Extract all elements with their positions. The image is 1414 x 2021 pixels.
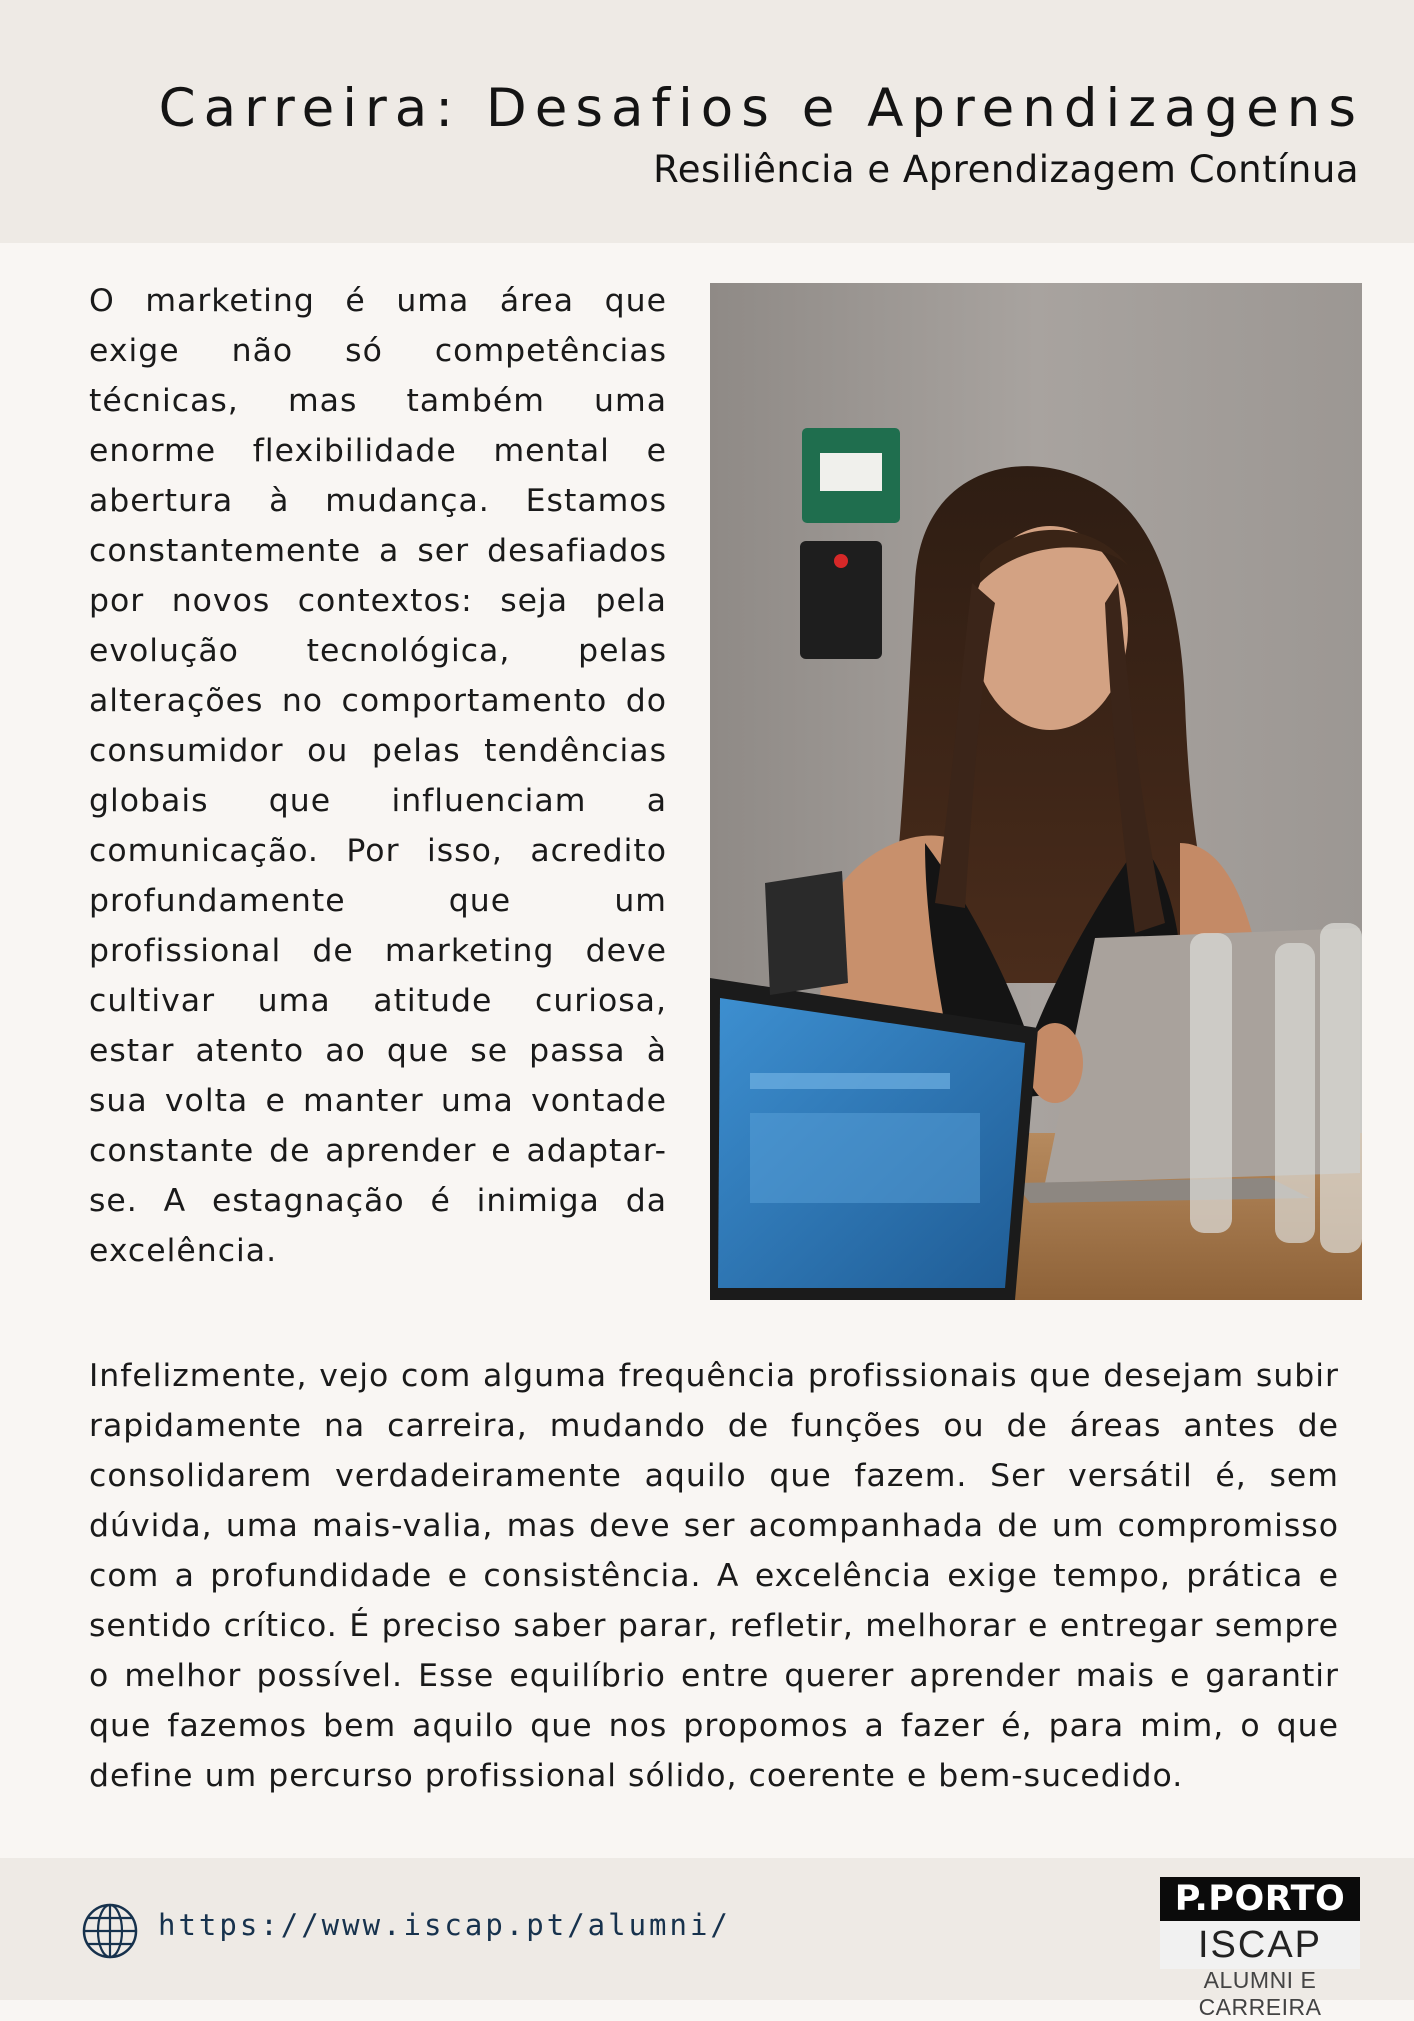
- page-title: Carreira: Desafios e Aprendizagens: [158, 78, 1364, 139]
- body-paragraph-2: Infelizmente, vejo com alguma frequência profissionais que desejam subir rapidamente na carreira, mudando de funções ou de áreas antes de consolidarem verdadeiramente aquilo que fazem. Ser versátil é, sem dúvida, uma mais-valia, mas deve ser acompanhada de um compromisso com a profundidade e consistência. A excelência exige tempo, prática e sentido crítico. É preciso saber parar, refletir, melhorar e entregar sempre o melhor possível. Esse equilíbrio entre querer aprender mais e garantir que fazemos bem aquilo que nos propomos a fazer é, para mim, o que define um percurso profissional sólido, coerente e bem-sucedido.: [89, 1358, 1339, 1794]
- pporto-logo: P.PORTO: [1160, 1877, 1360, 1921]
- alumni-carreira-label: ALUMNI E CARREIRA: [1198, 1967, 1322, 2020]
- iscap-logo: ISCAP: [1160, 1921, 1360, 1969]
- globe-icon: [81, 1902, 139, 1960]
- body-paragraph-1: O marketing é uma área que exige não só competências técnicas, mas também uma enorme flexibilidade mental e abertura à mudança. Estamos constantemente a ser desafiados por novos contextos: seja pela evolução tecnológica, pelas alterações no comportamento do consumidor ou pelas tendências globais que influenciam a comunicação. Por isso, acredito profundamente que um profissional de marketing deve cultivar uma atitude curiosa, estar atento ao que se passa à sua volta e manter uma vontade constante de aprender e adaptar-se. A estagnação é inimiga da excelência.: [89, 283, 667, 1269]
- portrait-photo: [710, 283, 1362, 1300]
- header-band: [0, 0, 1414, 243]
- page-subtitle: Resiliência e Aprendizagem Contínua: [653, 148, 1359, 191]
- alumni-link[interactable]: https://www.iscap.pt/alumni/: [158, 1908, 731, 1942]
